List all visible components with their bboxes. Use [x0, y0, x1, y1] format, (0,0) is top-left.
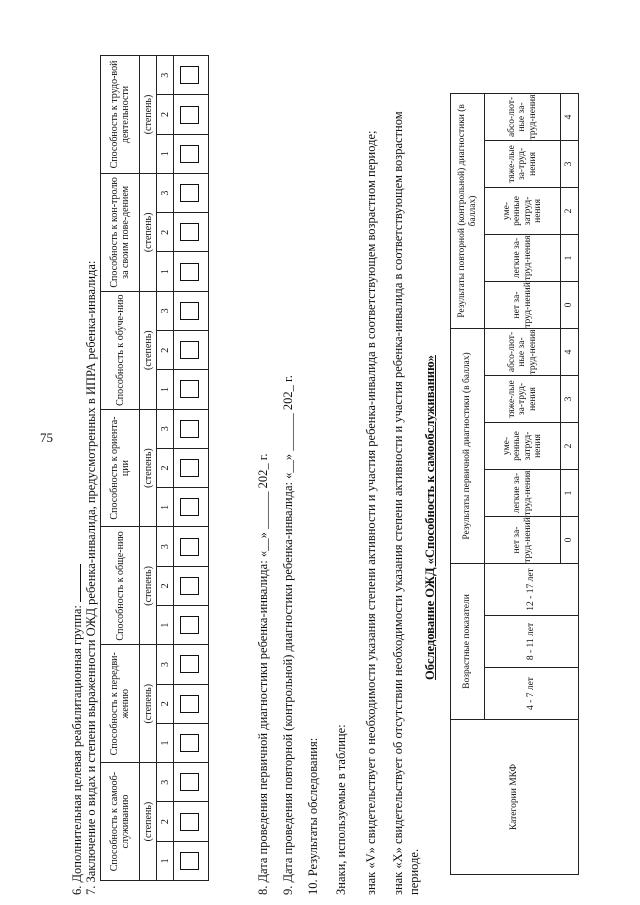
- item6-blank: [80, 564, 81, 602]
- t2-score: 0: [561, 517, 579, 564]
- degree-checkbox[interactable]: [180, 577, 199, 595]
- sign-v-text: знак «V» свидетельствует о необходимости указания степени активности и участия ребенка-инвалида в соответствующем возрастном периоде;: [364, 130, 378, 895]
- t1-degree: 1: [157, 370, 174, 409]
- t1-category: Способность к ориента-ции: [101, 409, 140, 527]
- t1-degree: 1: [157, 606, 174, 645]
- self-care-assessment-table: [450, 93, 579, 875]
- t2-level: нет за-труд-нений: [485, 517, 561, 564]
- degree-checkbox[interactable]: [180, 341, 199, 359]
- t1-cell: [174, 566, 209, 605]
- t1-category: Способность к обуче-нию: [101, 291, 140, 409]
- ozhd-conclusion-table: [100, 55, 209, 881]
- t1-cell: [174, 331, 209, 370]
- degree-checkbox[interactable]: [180, 538, 199, 556]
- degree-checkbox[interactable]: [180, 813, 199, 831]
- degree-checkbox[interactable]: [180, 616, 199, 634]
- t2-age: 4 - 7 лет: [485, 668, 579, 720]
- t1-degree-label: (степень): [140, 645, 157, 763]
- t2-group-header-row: [451, 93, 485, 874]
- t2-level: легкие за-труд-нения: [485, 470, 561, 517]
- t2-score: 3: [561, 376, 579, 423]
- degree-checkbox[interactable]: [180, 498, 199, 516]
- t2-level: уме-ренные затруд-нения: [485, 187, 561, 234]
- t2-level: уме-ренные затруд-нения: [485, 423, 561, 470]
- t1-cell: [174, 448, 209, 487]
- t1-degree: 2: [157, 95, 174, 134]
- page-number: 75: [40, 430, 53, 445]
- rotated-document-page: [70, 60, 630, 895]
- degree-checkbox[interactable]: [180, 734, 199, 752]
- t1-degree: 2: [157, 213, 174, 252]
- t1-degree: 3: [157, 56, 174, 95]
- t2-level: тяже-лые за-труд-нения: [485, 140, 561, 187]
- t1-degree: 3: [157, 173, 174, 212]
- t1-cell: [174, 409, 209, 448]
- ozhd-section-title: Обследование ОЖД «Способность к самообслуживанию»: [423, 355, 437, 680]
- t2-primary-header: Результаты первичной диагностики (в баллах): [451, 328, 485, 563]
- t2-level: нет за-труд-нений: [485, 281, 561, 328]
- t2-score: 0: [561, 281, 579, 328]
- t1-cell: [174, 252, 209, 291]
- t2-level: абсо-лют-ные за-труд-нения: [485, 93, 561, 140]
- t1-degree: 1: [157, 488, 174, 527]
- t1-degree: 2: [157, 331, 174, 370]
- t1-degree: 2: [157, 566, 174, 605]
- t1-cell: [174, 56, 209, 95]
- t1-category: Способность к самооб-служиванию: [101, 763, 140, 881]
- t1-cell: [174, 527, 209, 566]
- t1-degree-label: (степень): [140, 291, 157, 409]
- item9-text: 9. Дата проведения повторной (контрольной) диагностики ребенка-инвалида: «__» ______ 202_ г.: [281, 375, 295, 895]
- t1-cell: [174, 370, 209, 409]
- t1-cell: [174, 763, 209, 802]
- degree-checkbox[interactable]: [180, 106, 199, 124]
- t1-category: Способность к трудо-вой деятельности: [101, 56, 140, 174]
- t1-degree: 1: [157, 252, 174, 291]
- t2-score: 4: [561, 328, 579, 375]
- t1-cell: [174, 95, 209, 134]
- t1-cell: [174, 488, 209, 527]
- t1-degree: 3: [157, 763, 174, 802]
- t2-level: легкие за-труд-нения: [485, 234, 561, 281]
- t1-degree-label: (степень): [140, 527, 157, 645]
- t2-repeat-header: Результаты повторной (контрольной) диагностики (в баллах): [451, 93, 485, 328]
- t1-cell: [174, 291, 209, 330]
- item7-text: 7. Заключение о видах и степени выраженности ОЖД ребенка-инвалида, предусмотренных в ИПРА ребенка-инвалида:: [84, 260, 98, 895]
- degree-checkbox[interactable]: [180, 695, 199, 713]
- degree-checkbox[interactable]: [180, 773, 199, 791]
- item8-text: 8. Дата проведения первичной диагностики ребенка-инвалида: «__» ______ 202_ г.: [256, 453, 270, 895]
- t1-degree: 1: [157, 841, 174, 880]
- t1-category: Способность к передви-жению: [101, 645, 140, 763]
- t1-degree: 2: [157, 448, 174, 487]
- t2-age: 12 - 17 лет: [485, 564, 579, 616]
- t2-age: 8 - 11 лет: [485, 616, 579, 668]
- item6-line: [70, 561, 85, 895]
- t1-category: Способность к кон-тролю за своим пове-дением: [101, 173, 140, 291]
- sign-x-text: знак «X» свидетельствует об отсутствии необходимости указания степени активности и участия ребенка-инвалида в соответствующем возрастном: [391, 111, 405, 895]
- t1-cell: [174, 134, 209, 173]
- t1-cell: [174, 841, 209, 880]
- degree-checkbox[interactable]: [180, 145, 199, 163]
- t1-degree: 2: [157, 684, 174, 723]
- t1-cell: [174, 684, 209, 723]
- degree-checkbox[interactable]: [180, 420, 199, 438]
- t2-score: 2: [561, 423, 579, 470]
- t1-degree: 1: [157, 723, 174, 762]
- t1-cell: [174, 606, 209, 645]
- t1-cell: [174, 645, 209, 684]
- signs-title: Знаки, используемые в таблице:: [334, 724, 348, 895]
- t1-category: Способность к обще-нию: [101, 527, 140, 645]
- t2-age-header: Возрастные показатели: [451, 564, 485, 720]
- t1-degree: 3: [157, 527, 174, 566]
- degree-checkbox[interactable]: [180, 852, 199, 870]
- t1-degree: 3: [157, 409, 174, 448]
- t1-degree: 2: [157, 802, 174, 841]
- t1-degree-label: (степень): [140, 409, 157, 527]
- t2-score: 4: [561, 93, 579, 140]
- t2-score: 2: [561, 187, 579, 234]
- t1-degree-label: (степень): [140, 763, 157, 881]
- degree-checkbox[interactable]: [180, 223, 199, 241]
- t2-score: 3: [561, 140, 579, 187]
- t1-cell: [174, 802, 209, 841]
- degree-checkbox[interactable]: [180, 66, 199, 84]
- degree-checkbox[interactable]: [180, 263, 199, 281]
- t1-degree-label: (степень): [140, 173, 157, 291]
- sign-x-text-cont: периоде.: [407, 848, 421, 895]
- degree-checkbox[interactable]: [180, 302, 199, 320]
- degree-checkbox[interactable]: [180, 184, 199, 202]
- t1-cell: [174, 173, 209, 212]
- item10-text: 10. Результаты обследования:: [306, 737, 320, 895]
- t2-score: 1: [561, 234, 579, 281]
- t1-degree-number-row: [157, 56, 174, 881]
- t1-checkbox-row: [174, 56, 209, 881]
- degree-checkbox[interactable]: [180, 380, 199, 398]
- t2-level: тяже-лые за-труд-нения: [485, 376, 561, 423]
- degree-checkbox[interactable]: [180, 459, 199, 477]
- t1-degree-label: (степень): [140, 56, 157, 174]
- t1-degree-label-row: [140, 56, 157, 881]
- t2-score: 1: [561, 470, 579, 517]
- t1-cell: [174, 723, 209, 762]
- t1-header-row: [101, 56, 140, 881]
- degree-checkbox[interactable]: [180, 655, 199, 673]
- t1-degree: 1: [157, 134, 174, 173]
- t1-cell: [174, 213, 209, 252]
- t2-level: абсо-лют-ные за-труд-нения: [485, 328, 561, 375]
- t1-degree: 3: [157, 291, 174, 330]
- t2-mkf-header: Категории МКФ: [451, 720, 579, 875]
- t1-degree: 3: [157, 645, 174, 684]
- item6-text: 6. Дополнительная целевая реабилитационная группа:: [70, 605, 84, 895]
